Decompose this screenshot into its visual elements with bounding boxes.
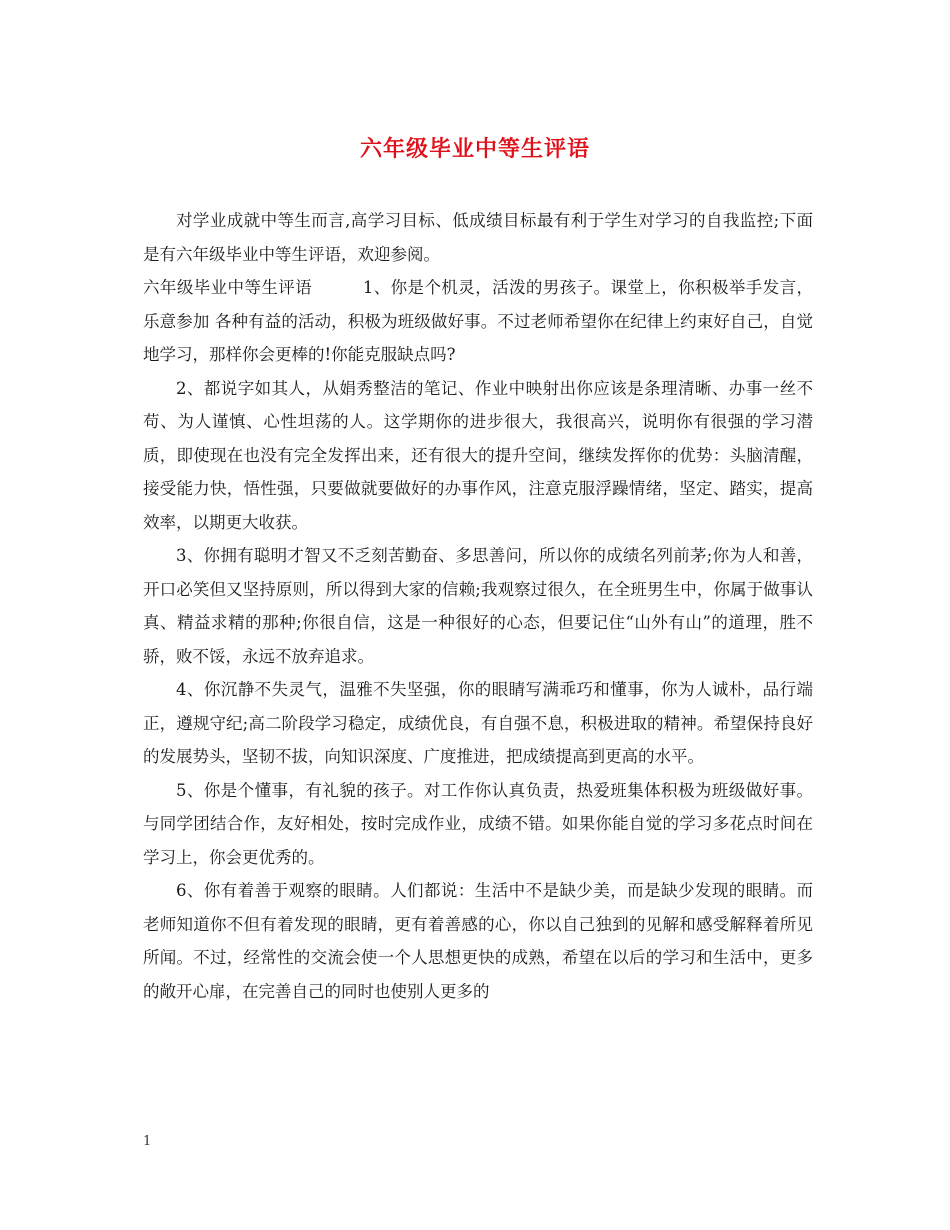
paragraph-comment-1: 六年级毕业中等生评语 1、你是个机灵，活泼的男孩子。课堂上，你积极举手发言，乐意参加 各种有益的活动，积极为班级做好事。不过老师希望你在纪律上约束好自己，自觉地学习，那样你会更棒的!你能克服缺点吗? — [143, 278, 813, 364]
document-body — [143, 204, 813, 1008]
paragraph-comment-4: 4、你沉静不失灵气，温雅不失坚强，你的眼睛写满乖巧和懂事，你为人诚朴，品行端正，遵规守纪;高二阶段学习稳定，成绩优良，有自强不息，积极进取的精神。希望保持良好的发展势头，坚韧不拔，向知识深度、广度推进，把成绩提高到更高的水平。 — [143, 680, 813, 766]
paragraph-intro: 对学业成就中等生而言,高学习目标、低成绩目标最有利于学生对学习的自我监控;下面是有六年级毕业中等生评语，欢迎参阅。 — [143, 211, 813, 264]
paragraph-comment-3: 3、你拥有聪明才智又不乏刻苦勤奋、多思善问，所以你的成绩名列前茅;你为人和善，开口必笑但又坚持原则，所以得到大家的信赖;我观察过很久，在全班男生中，你属于做事认真、精益求精的那种;你很自信，这是一种很好的心态，但要记住“山外有山”的道理，胜不骄，败不馁，永远不放弃追求。 — [143, 546, 813, 666]
page-number: 1 — [143, 1134, 152, 1149]
paragraph-comment-5: 5、你是个懂事，有礼貌的孩子。对工作你认真负责，热爱班集体积极为班级做好事。与同学团结合作，友好相处，按时完成作业，成绩不错。如果你能自觉的学习多花点时间在学习上，你会更优秀的。 — [143, 780, 813, 867]
paragraph-comment-6: 6、你有着善于观察的眼睛。人们都说：生活中不是缺少美，而是缺少发现的眼睛。而老师知道你不但有着发现的眼睛，更有着善感的心，你以自己独到的见解和感受解释着所见所闻。不过，经常性的交流会使一个人思想更快的成熟，希望在以后的学习和生活中，更多的敞开心扉，在完善自己的同时也使别人更多的 — [143, 881, 813, 1001]
paragraph-comment-2: 2、都说字如其人，从娟秀整洁的笔记、作业中映射出你应该是条理清晰、办事一丝不苟、为人谨慎、心性坦荡的人。这学期你的进步很大，我很高兴，说明你有很强的学习潜质，即使现在也没有完全发挥出来，还有很大的提升空间，继续发挥你的优势：头脑清醒，接受能力快，悟性强，只要做就要做好的办事作风，注意克服浮躁情绪，坚定、踏实，提高效率，以期更大收获。 — [143, 378, 813, 532]
document-title: 六年级毕业中等生评语 — [359, 136, 590, 162]
